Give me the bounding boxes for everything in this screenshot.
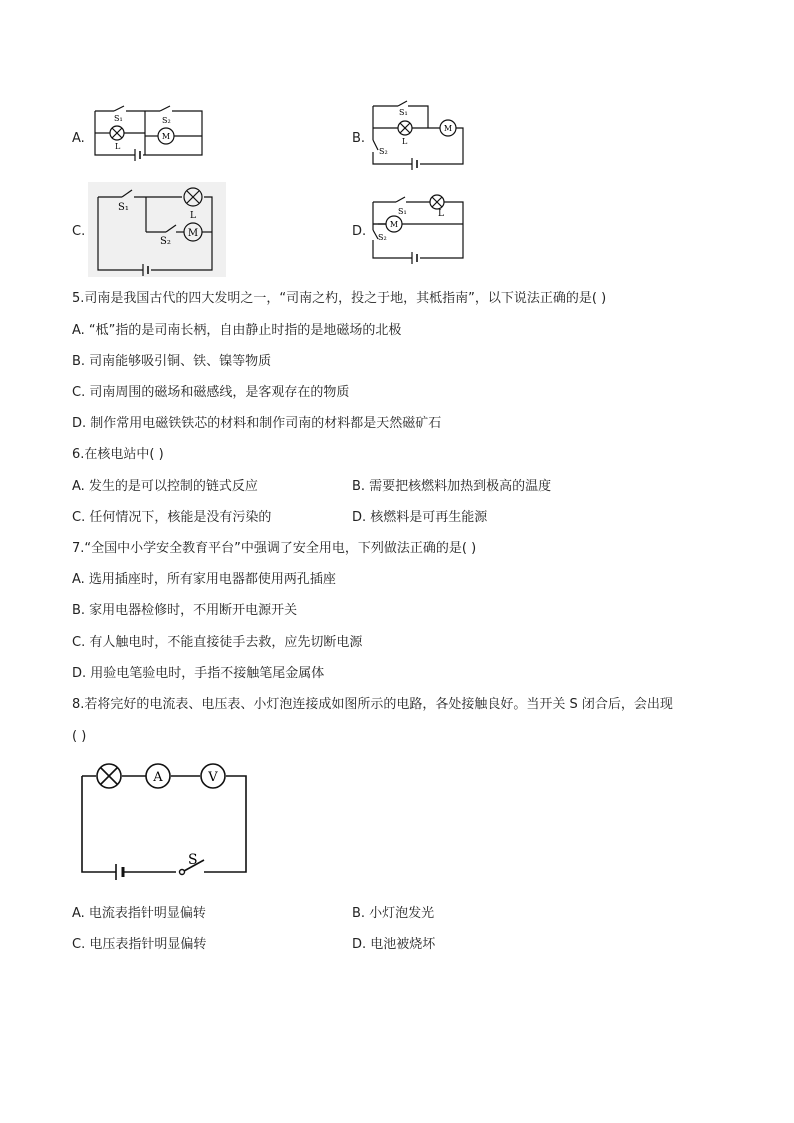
q8-option-d: D. 电池被烧坏	[352, 937, 436, 952]
q8-option-c: C. 电压表指针明显偏转	[72, 937, 207, 952]
motor-d-label: M	[389, 220, 399, 229]
battery-icon	[116, 864, 123, 880]
q7-option-b: B. 家用电器检修时，不用断开电源开关	[72, 603, 298, 618]
q8-stem-line2: ( )	[72, 729, 87, 744]
q8-option-a: A. 电流表指针明显偏转	[72, 906, 206, 921]
voltmeter-icon	[201, 764, 225, 788]
switch-a-s1-label: S₁	[114, 114, 123, 123]
figure-c-label: C.	[72, 224, 86, 239]
q6-option-c: C. 任何情况下，核能是没有污染的	[72, 510, 272, 525]
switch-d-s2-label: S₂	[378, 233, 387, 242]
q6-option-a: A. 发生的是可以控制的链式反应	[72, 479, 258, 494]
q7-option-d: D. 用验电笔验电时，手指不接触笔尾金属体	[72, 666, 325, 681]
lamp-icon	[97, 764, 121, 788]
figure-d-label: D.	[352, 224, 367, 239]
switch-a-s2-label: S₂	[162, 116, 171, 125]
q7-stem: 7.“全国中小学安全教育平台”中强调了安全用电，下列做法正确的是( )	[72, 541, 477, 556]
lamp-c-label: L	[190, 211, 196, 221]
switch-b-s2-label: S₂	[379, 147, 388, 156]
circuit-diagram-c	[88, 182, 226, 277]
q6-option-b: B. 需要把核燃料加热到极高的温度	[352, 479, 552, 494]
circuit-diagram-b	[368, 98, 468, 172]
switch-c-s2-label: S₂	[160, 236, 171, 247]
switch-icon	[180, 852, 205, 875]
switch-b-s1-label: S₁	[399, 108, 408, 117]
figure-b-label: B.	[352, 131, 366, 146]
voltmeter-label: V	[208, 770, 218, 785]
q6-stem: 6.在核电站中( )	[72, 447, 164, 462]
q7-option-c: C. 有人触电时，不能直接徒手去救，应先切断电源	[72, 635, 363, 650]
figure-a-label: A.	[72, 131, 85, 146]
circuit-diagram-a	[90, 103, 210, 165]
q8-option-b: B. 小灯泡发光	[352, 906, 435, 921]
motor-b-label: M	[443, 124, 453, 133]
motor-a-label: M	[161, 132, 171, 141]
q5-stem: 5.司南是我国古代的四大发明之一，“司南之杓，投之于地，其柢指南”，以下说法正确的是( )	[72, 291, 607, 306]
q6-option-d: D. 核燃料是可再生能源	[352, 510, 488, 525]
lamp-d-label: L	[438, 209, 444, 219]
q8-circuit-diagram	[76, 760, 256, 882]
circuit-diagram-d	[368, 192, 468, 268]
lamp-a-label: L	[115, 142, 121, 151]
q5-option-b: B. 司南能够吸引铜、铁、镍等物质	[72, 354, 272, 369]
switch-c-s1-label: S₁	[118, 202, 129, 213]
q5-option-d: D. 制作常用电磁铁铁芯的材料和制作司南的材料都是天然磁矿石	[72, 416, 442, 431]
ammeter-icon	[146, 764, 170, 788]
switch-d-s1-label: S₁	[398, 207, 407, 216]
q7-option-a: A. 选用插座时，所有家用电器都使用两孔插座	[72, 572, 336, 587]
q5-option-c: C. 司南周围的磁场和磁感线，是客观存在的物质	[72, 385, 350, 400]
q8-stem-line1: 8.若将完好的电流表、电压表、小灯泡连接成如图所示的电路，各处接触良好。当开关 S 闭合后，会出现	[72, 697, 673, 712]
lamp-b-label: L	[402, 137, 408, 146]
ammeter-label: A	[153, 770, 163, 785]
motor-c-label: M	[187, 228, 199, 239]
switch-label: S	[188, 852, 198, 868]
q5-option-a: A. “柢”指的是司南长柄，自由静止时指的是地磁场的北极	[72, 323, 402, 338]
